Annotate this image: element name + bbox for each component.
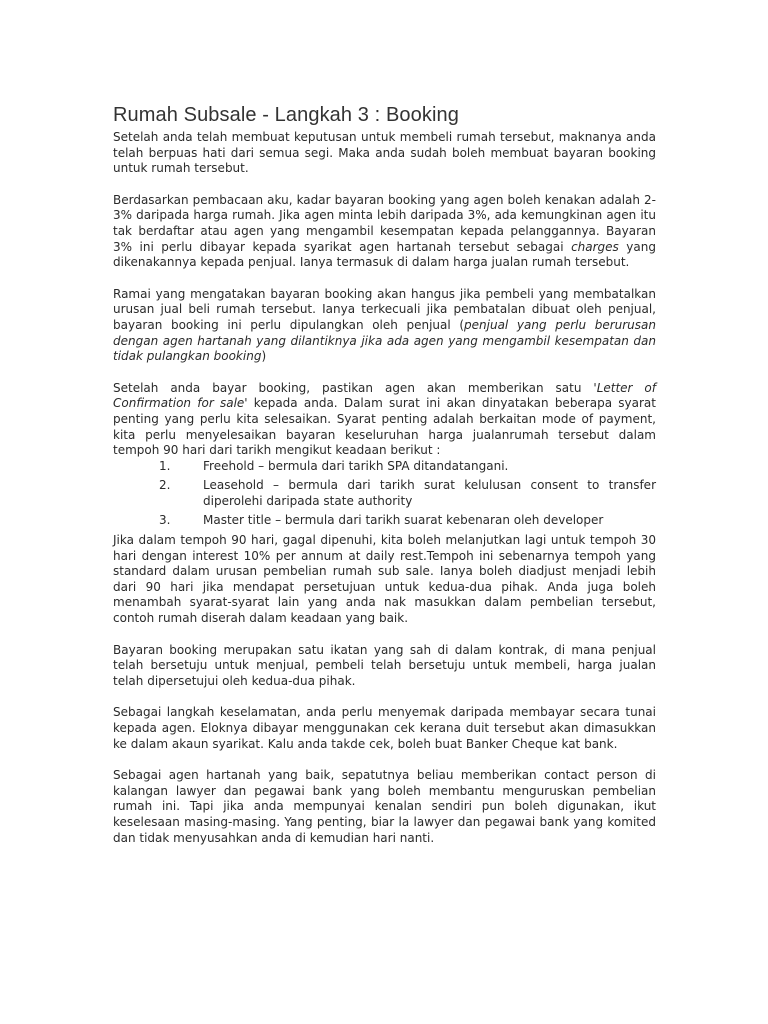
paragraph-extension: Jika dalam tempoh 90 hari, gagal dipenuhi, kita boleh melanjutkan lagi untuk tempoh 30 hari dengan interest 10% per annum at daily rest.Tempoh ini sebenarnya tempoh yang standard dalam urusan pembelian rumah sub sale. Ianya boleh diadjust menjadi lebih dari 90 hari jika mendapat persetujuan untuk kedua-dua pihak. Anda juga boleh menambah syarat-syarat lain yang anda nak masukkan dalam pembelian tersebut, contoh rumah diserah dalam keadaan yang baik.: [113, 533, 656, 626]
paragraph-confirmation-letter: [113, 381, 656, 459]
list-item-number: 1.: [159, 458, 171, 473]
paragraph-contract: Bayaran booking merupakan satu ikatan yang sah di dalam kontrak, di mana penjual telah bersetuju untuk menjual, pembeli telah bersetuju untuk membeli, harga jualan telah dipersetujui oleh kedua-dua pihak.: [113, 642, 656, 688]
paragraph-confirmation-letter-emphasis: Letter of Confirmation for sale: [113, 380, 656, 411]
paragraph-booking-rate: [113, 193, 656, 271]
paragraph-confirmation-letter-text-b: ' kepada anda. Dalam surat ini akan dinyatakan beberapa syarat penting yang perlu kita selesaikan. Syarat penting adalah berkaitan mode of payment, kita perlu menyelesaikan bayaran keseluruhan harga jualanrumah tersebut dalam tempoh 90 hari dari tarikh mengikut keadaan berikut :: [113, 396, 656, 458]
list-item-text: Freehold – bermula dari tarikh SPA ditandatangani.: [203, 458, 509, 473]
paragraph-booking-forfeit-text-a: Ramai yang mengatakan bayaran booking akan hangus jika pembeli yang membatalkan urusan jual beli rumah tersebut. Ianya terkecuali jika pembatalan dibuat oleh penjual, bayaran booking ini perlu dipulangkan oleh penjual (: [113, 286, 656, 332]
document-page: [113, 103, 656, 862]
paragraph-booking-forfeit-emphasis: penjual yang perlu berurusan dengan agen hartanah yang dilantiknya jika ada agen yang mengambil kesempatan dan tidak pulangkan booking: [113, 317, 656, 364]
condition-list: [113, 459, 656, 529]
list-item: [113, 513, 656, 529]
list-item-number: 2.: [159, 478, 171, 493]
page-title: Rumah Subsale - Langkah 3 : Booking: [113, 104, 459, 126]
list-item: [113, 478, 656, 509]
paragraph-contacts: Sebagai agen hartanah yang baik, sepatutnya beliau memberikan contact person di kalangan lawyer dan pegawai bank yang boleh membantu menguruskan pembelian rumah ini. Tapi jika anda mempunyai kenalan sendiri pun boleh digunakan, ikut keselesaan masing-masing. Yang penting, biar la lawyer dan pegawai bank yang komited dan tidak menyusahkan anda di kemudian hari nanti.: [113, 768, 656, 845]
list-item: [113, 459, 656, 475]
paragraph-booking-forfeit-text-b: ): [261, 349, 267, 364]
paragraph-booking-rate-text-a: Berdasarkan pembacaan aku, kadar bayaran booking yang agen boleh kenakan adalah 2-3% daripada harga rumah. Jika agen minta lebih daripada 3%, ada kemungkinan agen itu tak berdaftar atau agen yang mengambil kesempatan kepada pelanggannya. Bayaran 3% ini perlu dibayar kepada syarikat agen hartanah tersebut sebagai: [113, 192, 656, 254]
list-item-text: Master title – bermula dari tarikh suarat kebenaran oleh developer: [203, 513, 604, 528]
paragraph-safety: Sebagai langkah keselamatan, anda perlu menyemak daripada membayar secara tunai kepada agen. Eloknya dibayar menggunakan cek kerana duit tersebut akan dimasukkan ke dalam akaun syarikat. Kalu anda takde cek, boleh buat Banker Cheque kat bank.: [113, 705, 656, 751]
paragraph-booking-forfeit: [113, 287, 656, 365]
paragraph-confirmation-letter-text-a: Setelah anda bayar booking, pastikan agen akan memberikan satu ': [113, 380, 597, 395]
paragraph-booking-rate-emphasis: charges: [571, 239, 619, 254]
paragraph-booking-rate-text-b: yang dikenakannya kepada penjual. Ianya termasuk di dalam harga jualan rumah tersebut.: [113, 239, 656, 270]
paragraph-intro: Setelah anda telah membuat keputusan untuk membeli rumah tersebut, maknanya anda telah berpuas hati dari semua segi. Maka anda sudah boleh membuat bayaran booking untuk rumah tersebut.: [113, 130, 656, 176]
list-item-text: Leasehold – bermula dari tarikh surat kelulusan consent to transfer diperolehi daripada state authority: [203, 478, 656, 508]
list-item-number: 3.: [159, 513, 171, 528]
